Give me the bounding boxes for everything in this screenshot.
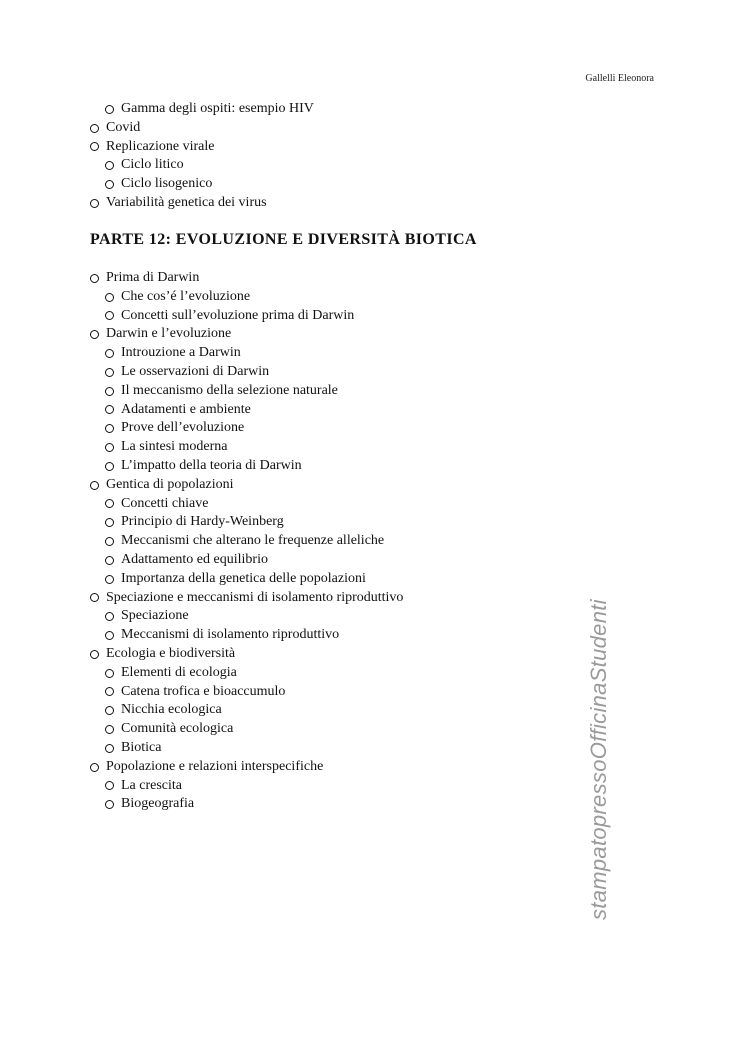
list-item-text: Biogeografia: [121, 796, 195, 812]
list-item-text: Elementi di ecologia: [121, 664, 237, 680]
outline-list-top: [90, 100, 314, 213]
sub-list-item: [90, 626, 403, 645]
circle-bullet-icon: [90, 650, 99, 659]
sub-list-item: [90, 344, 403, 363]
outline-list-main: [90, 269, 403, 814]
list-item: [90, 589, 403, 608]
circle-bullet-icon: [105, 575, 114, 584]
circle-bullet-icon: [105, 105, 114, 114]
sub-list-item: [90, 457, 403, 476]
sub-list-item: [90, 570, 403, 589]
list-item-text: Prima di Darwin: [106, 270, 200, 285]
list-item-text: Darwin e l’evoluzione: [106, 326, 232, 342]
list-item-text: Che cos’é l’evoluzione: [121, 288, 251, 304]
list-item: [90, 138, 314, 157]
list-item-text: Catena trofica e bioaccumulo: [121, 683, 286, 699]
circle-bullet-icon: [105, 781, 114, 790]
circle-bullet-icon: [105, 537, 114, 546]
sub-list-item: [90, 363, 403, 382]
circle-bullet-icon: [105, 311, 114, 320]
sub-list-item: [90, 607, 403, 626]
circle-bullet-icon: [105, 424, 114, 433]
watermark: stampatopressoOfficinaStudenti: [586, 599, 611, 920]
circle-bullet-icon: [105, 405, 114, 414]
list-item-text: Speciazione e meccanismi di isolamento riproduttivo: [106, 589, 404, 605]
circle-bullet-icon: [90, 763, 99, 772]
list-item-text: Ciclo lisogenico: [121, 176, 213, 192]
list-item-text: Adatamenti e ambiente: [121, 401, 251, 417]
sub-list-item: [90, 307, 403, 326]
list-item-text: Introuzione a Darwin: [121, 345, 241, 361]
list-item: [90, 476, 403, 495]
list-item-text: Gentica di popolazioni: [106, 476, 234, 492]
circle-bullet-icon: [105, 161, 114, 170]
circle-bullet-icon: [105, 443, 114, 452]
list-item: [90, 269, 403, 288]
list-item-text: Il meccanismo della selezione naturale: [121, 382, 338, 398]
circle-bullet-icon: [90, 481, 99, 490]
circle-bullet-icon: [90, 593, 99, 602]
circle-bullet-icon: [105, 631, 114, 640]
list-item-text: Meccanismi che alterano le frequenze alleliche: [121, 533, 385, 549]
sub-list-item: [90, 513, 403, 532]
circle-bullet-icon: [105, 744, 114, 753]
list-item-text: Principio di Hardy-Weinberg: [121, 514, 284, 530]
circle-bullet-icon: [105, 387, 114, 396]
sub-list-item: [90, 401, 403, 420]
circle-bullet-icon: [90, 142, 99, 151]
sub-list-item: [90, 739, 403, 758]
sub-list-item: [90, 551, 403, 570]
circle-bullet-icon: [90, 274, 99, 283]
sub-list-item: [90, 795, 403, 814]
sub-list-item: [90, 683, 403, 702]
list-item: [90, 645, 403, 664]
circle-bullet-icon: [105, 293, 114, 302]
list-item-text: Ecologia e biodiversità: [106, 645, 236, 661]
circle-bullet-icon: [105, 462, 114, 471]
list-item: [90, 325, 403, 344]
section-title: PARTE 12: EVOLUZIONE E DIVERSITÀ BIOTICA: [90, 231, 477, 248]
circle-bullet-icon: [105, 556, 114, 565]
circle-bullet-icon: [105, 612, 114, 621]
sub-list-item: [90, 100, 314, 119]
list-item-text: Prove dell’evoluzione: [121, 420, 245, 436]
list-item-text: Speciazione: [121, 608, 189, 624]
circle-bullet-icon: [105, 518, 114, 527]
list-item-text: Le osservazioni di Darwin: [121, 363, 270, 379]
list-item-text: Biotica: [121, 739, 162, 755]
circle-bullet-icon: [105, 180, 114, 189]
circle-bullet-icon: [105, 687, 114, 696]
sub-list-item: [90, 288, 403, 307]
sub-list-item: [90, 777, 403, 796]
circle-bullet-icon: [105, 499, 114, 508]
list-item-text: Nicchia ecologica: [121, 702, 222, 718]
list-item-text: Covid: [106, 119, 141, 135]
header-author: Gallelli Eleonora: [585, 73, 654, 84]
list-item: [90, 194, 314, 213]
list-item-text: La crescita: [121, 777, 183, 793]
sub-list-item: [90, 419, 403, 438]
list-item-text: Popolazione e relazioni interspecifiche: [106, 758, 324, 774]
sub-list-item: [90, 382, 403, 401]
list-item-text: Concetti chiave: [121, 495, 209, 511]
sub-list-item: [90, 156, 314, 175]
sub-list-item: [90, 720, 403, 739]
list-item-text: Meccanismi di isolamento riproduttivo: [121, 627, 340, 643]
list-item-text: Importanza della genetica delle popolazioni: [121, 570, 366, 586]
circle-bullet-icon: [105, 368, 114, 377]
list-item-text: L’impatto della teoria di Darwin: [121, 457, 302, 473]
list-item: [90, 758, 403, 777]
circle-bullet-icon: [90, 199, 99, 208]
list-item-text: Adattamento ed equilibrio: [121, 551, 268, 567]
list-item: [90, 119, 314, 138]
list-item-text: Comunità ecologica: [121, 721, 234, 737]
list-item-text: Replicazione virale: [106, 138, 215, 154]
list-item-text: La sintesi moderna: [121, 439, 228, 455]
sub-list-item: [90, 532, 403, 551]
sub-list-item: [90, 495, 403, 514]
circle-bullet-icon: [105, 349, 114, 358]
list-item-text: Ciclo litico: [121, 157, 184, 173]
circle-bullet-icon: [105, 706, 114, 715]
sub-list-item: [90, 438, 403, 457]
circle-bullet-icon: [90, 124, 99, 133]
list-item-text: Variabilità genetica dei virus: [106, 194, 267, 210]
list-item-text: Concetti sull’evoluzione prima di Darwin: [121, 307, 355, 323]
list-item-text: Gamma degli ospiti: esempio HIV: [121, 101, 314, 116]
circle-bullet-icon: [105, 725, 114, 734]
circle-bullet-icon: [90, 330, 99, 339]
circle-bullet-icon: [105, 800, 114, 809]
sub-list-item: [90, 701, 403, 720]
sub-list-item: [90, 664, 403, 683]
sub-list-item: [90, 175, 314, 194]
circle-bullet-icon: [105, 669, 114, 678]
